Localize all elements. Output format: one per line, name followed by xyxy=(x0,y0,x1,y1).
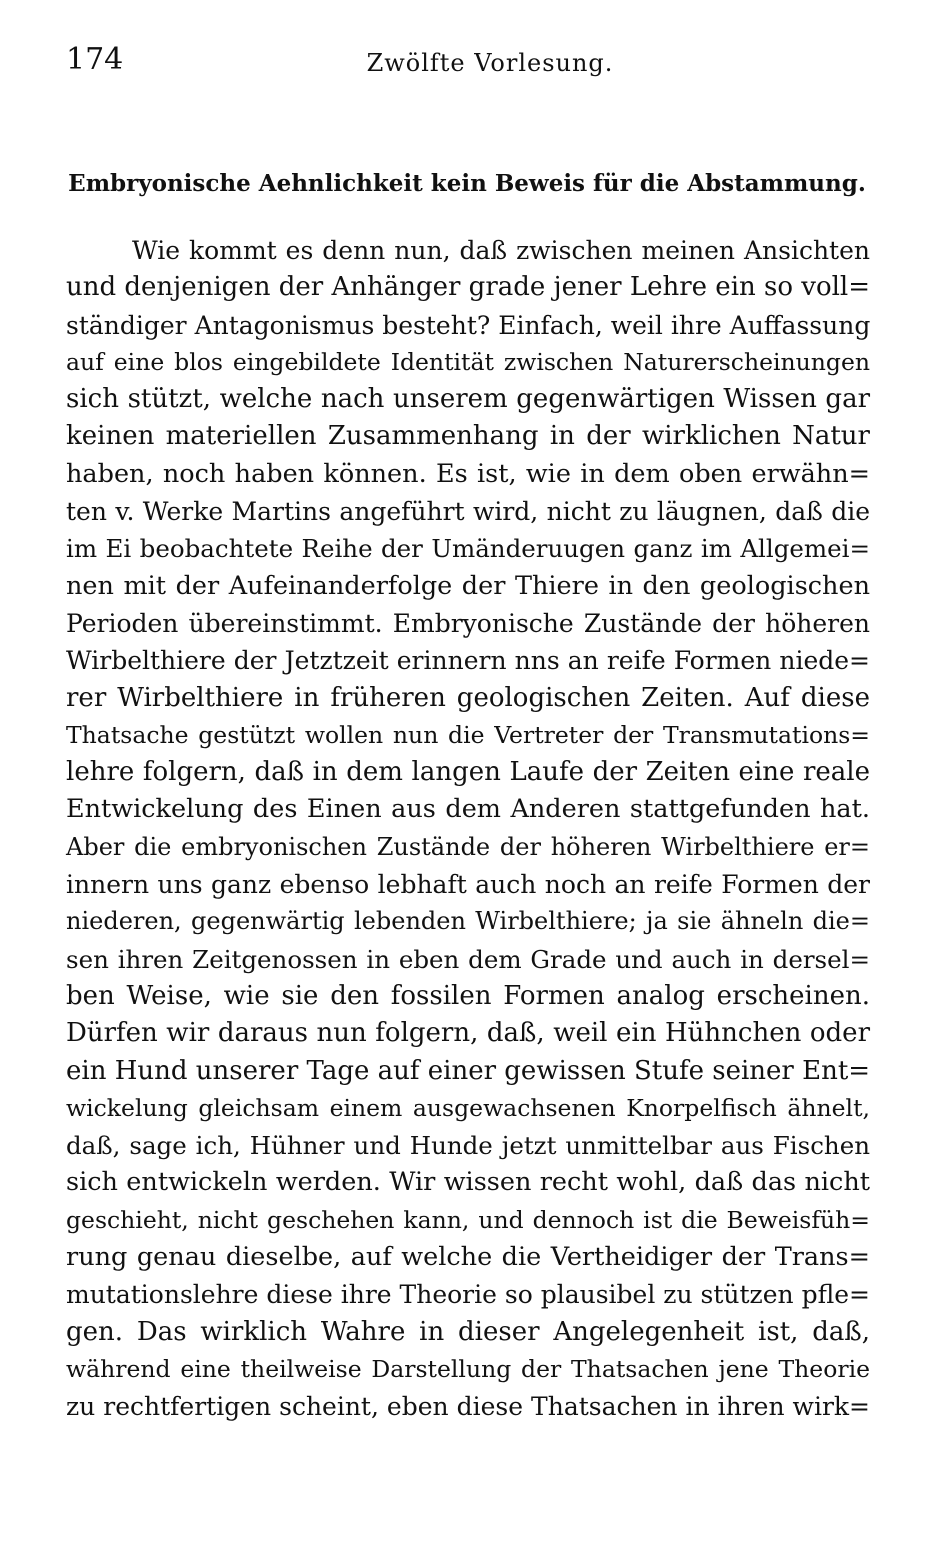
text-line: rer Wirbelthiere in früheren geologischen Zeiten. Auf diese xyxy=(66,682,870,713)
text-line: Entwickelung des Einen aus dem Anderen stattgefunden hat. xyxy=(66,794,870,825)
text-line: niederen, gegenwärtig lebenden Wirbelthiere; ja sie ähneln die= xyxy=(66,907,870,936)
text-line: Wirbelthiere der Jetztzeit erinnern nns an reife Formen niede= xyxy=(66,646,870,676)
text-line: sich entwickeln werden. Wir wissen recht wohl, daß das nicht xyxy=(66,1167,870,1198)
section-heading: Embryonische Aehnlichkeit kein Beweis für die Abstammung. xyxy=(68,170,866,197)
text-line: zu rechtfertigen scheint, eben diese Thatsachen in ihren wirk= xyxy=(66,1392,870,1422)
text-line: auf eine blos eingebildete Identität zwischen Naturerscheinungen xyxy=(66,347,870,376)
text-line: gen. Das wirklich Wahre in dieser Angelegenheit ist, daß, xyxy=(66,1316,870,1347)
text-line: im Ei beobachtete Reihe der Umänderuugen ganz im Allgemei= xyxy=(66,534,870,564)
text-line: ein Hund unserer Tage auf einer gewissen Stufe seiner Ent= xyxy=(66,1055,871,1086)
text-line: nen mit der Aufeinanderfolge der Thiere in den geologischen xyxy=(66,570,870,601)
running-title: Zwölfte Vorlesung. xyxy=(366,49,614,77)
text-line: rung genau dieselbe, auf welche die Vertheidiger der Trans= xyxy=(66,1242,870,1273)
text-line: wickelung gleichsam einem ausgewachsenen Knorpelfisch ähnelt, xyxy=(66,1093,870,1122)
text-line: innern uns ganz ebenso lebhaft auch noch an reife Formen der xyxy=(66,870,870,900)
text-line: sen ihren Zeitgenossen in eben dem Grade und auch in dersel= xyxy=(66,944,870,974)
text-line: während eine theilweise Darstellung der Thatsachen jene Theorie xyxy=(66,1354,870,1383)
text-line: Thatsache gestützt wollen nun die Vertreter der Transmutations= xyxy=(66,720,870,749)
text-line: mutationslehre diese ihre Theorie so plausibel zu stützen pfle= xyxy=(66,1280,870,1310)
page-number: 174 xyxy=(66,42,124,77)
text-line: Wie kommt es denn nun, daß zwischen meinen Ansichten xyxy=(132,236,870,265)
body-text xyxy=(66,232,870,1426)
text-line: und denjenigen der Anhänger grade jener Lehre ein so voll= xyxy=(66,272,871,303)
text-line: sich stützt, welche nach unserem gegenwärtigen Wissen gar xyxy=(66,384,870,415)
text-line: keinen materiellen Zusammenhang in der wirklichen Natur xyxy=(66,421,870,452)
text-line: haben, noch haben können. Es ist, wie in dem oben erwähn= xyxy=(66,458,870,489)
text-line: ten v. Werke Martins angeführt wird, nicht zu läugnen, daß die xyxy=(66,497,870,527)
text-line: ben Weise, wie sie den fossilen Formen analog erscheinen. xyxy=(66,980,870,1011)
text-line: geschieht, nicht geschehen kann, und dennoch ist die Beweisfüh= xyxy=(66,1205,870,1234)
text-line: Perioden übereinstimmt. Embryonische Zustände der höheren xyxy=(66,608,870,638)
text-line: Dürfen wir daraus nun folgern, daß, weil ein Hühnchen oder xyxy=(66,1018,870,1049)
text-line: ständiger Antagonismus besteht? Einfach, weil ihre Auffassung xyxy=(66,310,871,340)
text-line: lehre folgern, daß in dem langen Laufe der Zeiten eine reale xyxy=(66,757,870,788)
text-line: daß, sage ich, Hühner und Hunde jetzt unmittelbar aus Fischen xyxy=(66,1131,870,1161)
text-line: Aber die embryonischen Zustände der höheren Wirbelthiere er= xyxy=(66,832,870,861)
